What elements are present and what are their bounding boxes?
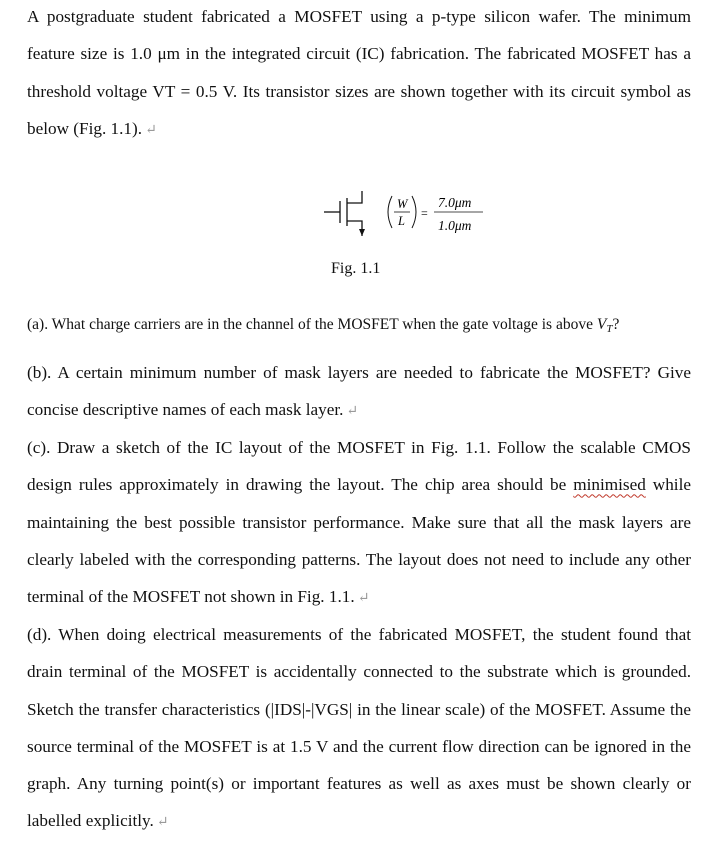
vt-subscript: T bbox=[606, 323, 613, 335]
source-arrow-icon bbox=[359, 229, 365, 236]
question-c bbox=[27, 429, 691, 617]
figure-caption: Fig. 1.1 bbox=[331, 260, 381, 277]
question-d-text: (d). When doing electrical measurements of the fabricated MOSFET, the student found that drain terminal of the MOSFET is accidentally connected to the substrate which is grounded. Sketch the transfer characteristics (|IDS|-|VGS| in the linear scale) of the MOSFET. Assume the source terminal of the MOSFET is at 1.5 V and the current flow direction can be ignored in the graph. Any turning point(s) or important features as well as axes must be shown clearly or labelled explicitly. bbox=[27, 625, 691, 831]
question-a-text: (a). What charge carriers are in the channel of the MOSFET when the gate voltage is above bbox=[27, 316, 597, 333]
mosfet-symbol-icon bbox=[324, 191, 362, 236]
question-a-end: ? bbox=[612, 316, 620, 333]
width-value: 7.0μm bbox=[438, 195, 472, 210]
return-mark-icon: ↵ bbox=[156, 815, 169, 831]
question-c-text-end: while maintaining the best possible transistor performance. Make sure that all the mask layers are clearly labeled with the corresponding patterns. The layout does not need to include any other terminal of the MOSFET not shown in Fig. 1.1. bbox=[27, 475, 691, 607]
mosfet-figure bbox=[320, 186, 500, 246]
length-value: 1.0μm bbox=[438, 218, 472, 233]
ratio-w: W bbox=[397, 197, 408, 211]
intro-text: A postgraduate student fabricated a MOSFET using a p-type silicon wafer. The minimum feature size is 1.0 μm in the integrated circuit (IC) fabrication. The fabricated MOSFET has a threshold voltage VT = 0.5 V. Its transistor sizes are shown together with its circuit symbol as below (Fig. 1.1). bbox=[27, 7, 691, 138]
question-d bbox=[27, 616, 691, 842]
ratio-paren-right-icon bbox=[412, 196, 416, 228]
ratio-paren-left-icon bbox=[388, 196, 392, 228]
vt-symbol: V bbox=[596, 316, 607, 333]
return-mark-icon: ↵ bbox=[357, 591, 370, 607]
question-a bbox=[27, 306, 691, 348]
ratio-l: L bbox=[398, 214, 405, 228]
intro-paragraph bbox=[27, 0, 691, 149]
equals-sign: = bbox=[421, 206, 428, 220]
question-b-text: (b). A certain minimum number of mask layers are needed to fabricate the MOSFET? Give concise descriptive names of each mask layer. bbox=[27, 363, 691, 420]
return-mark-icon: ↵ bbox=[346, 404, 359, 420]
spellcheck-word: minimised bbox=[573, 475, 646, 495]
question-c-text: (c). Draw a sketch of the IC layout of the MOSFET in Fig. 1.1. Follow the scalable CMOS design rules approximately in drawing the layout. The chip area should be bbox=[27, 438, 691, 495]
question-b bbox=[27, 354, 691, 431]
return-mark-icon: ↵ bbox=[145, 122, 157, 138]
